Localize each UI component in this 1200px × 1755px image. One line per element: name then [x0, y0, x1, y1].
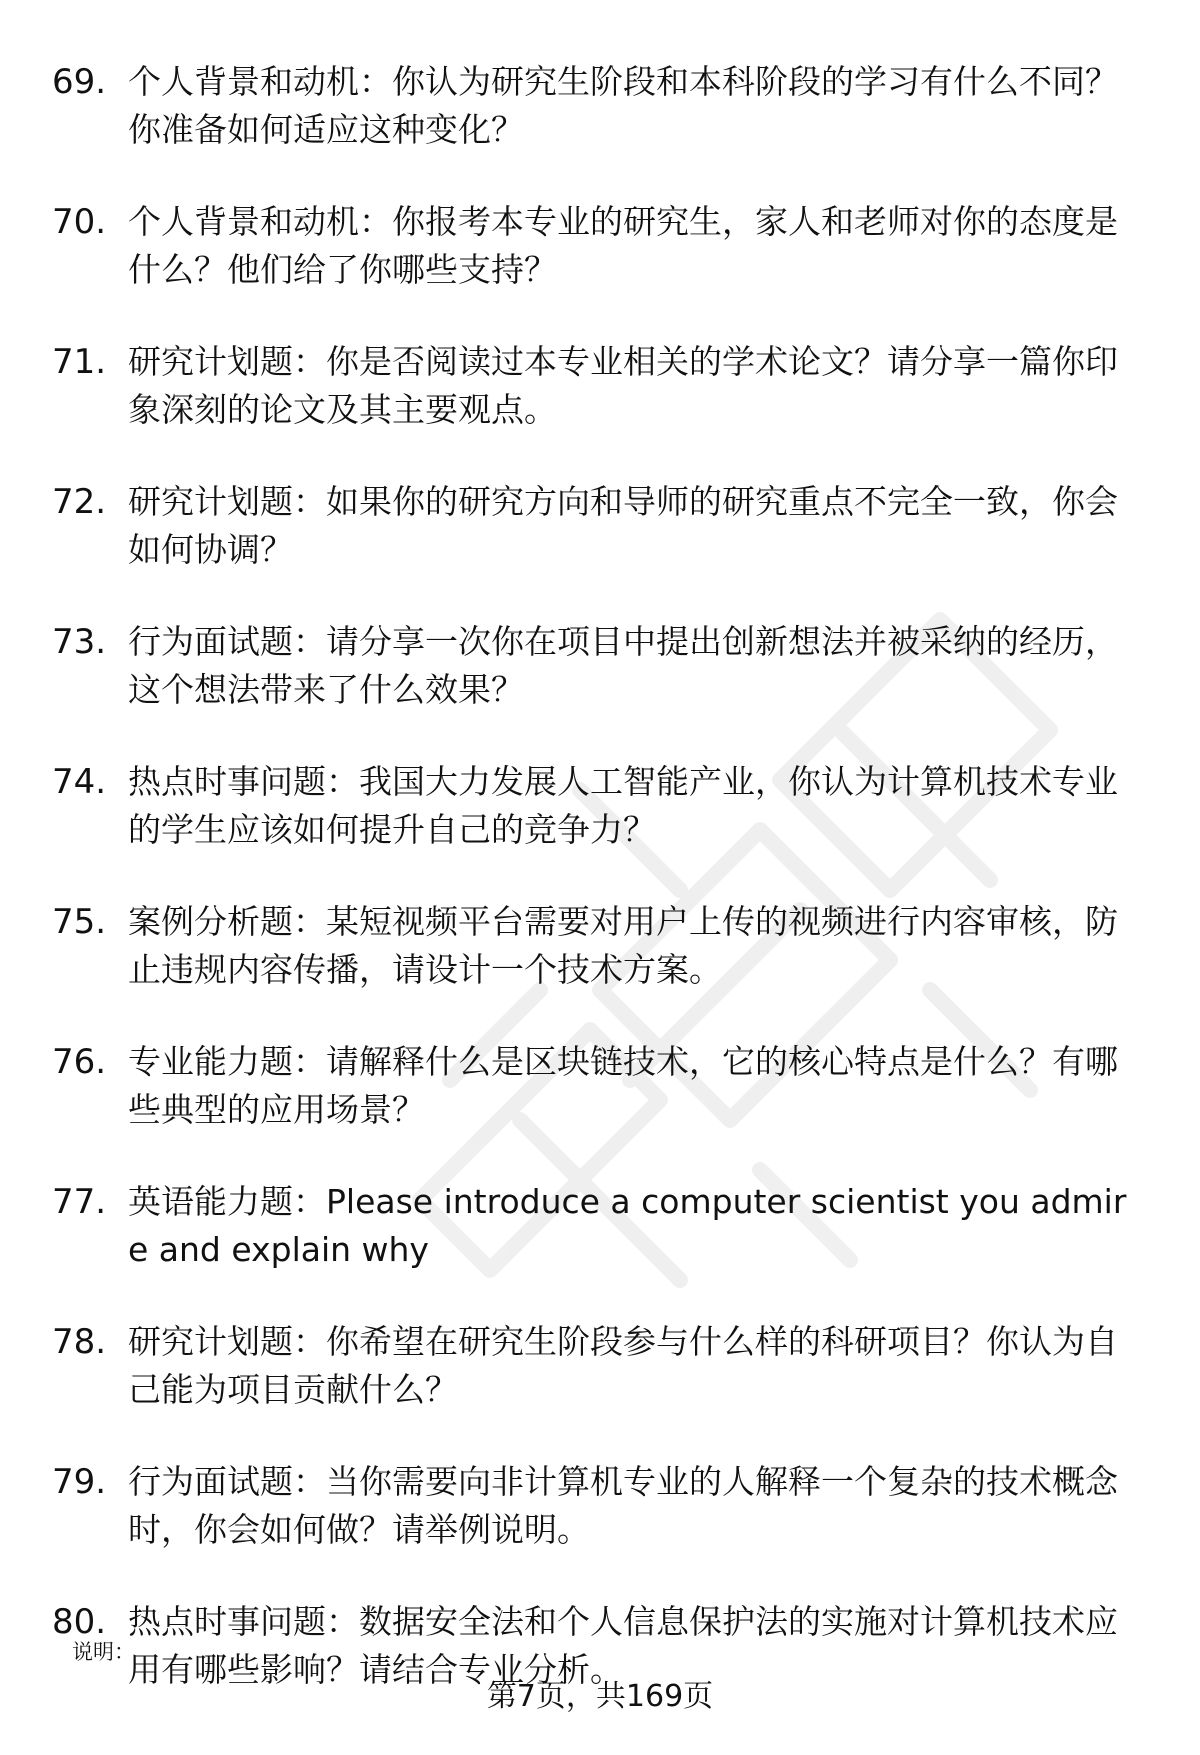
question-text: 研究计划题：你是否阅读过本专业相关的学术论文？请分享一篇你印象深刻的论文及其主要观点。 — [128, 342, 1118, 429]
question-text: 专业能力题：请解释什么是区块链技术，它的核心特点是什么？有哪些典型的应用场景？ — [128, 1042, 1118, 1129]
question-number: 72. — [52, 482, 107, 522]
question-text: 研究计划题：如果你的研究方向和导师的研究重点不完全一致，你会如何协调？ — [128, 482, 1118, 569]
question-number: 70. — [52, 202, 107, 242]
question-number: 73. — [52, 622, 107, 662]
question-number: 80. — [52, 1602, 107, 1642]
question-number: 78. — [52, 1322, 107, 1362]
question-number: 76. — [52, 1042, 107, 1082]
question-item — [52, 1038, 1142, 1134]
question-item — [52, 1318, 1142, 1414]
question-item — [52, 618, 1142, 714]
question-item — [52, 58, 1142, 154]
question-item — [52, 1178, 1142, 1274]
question-text: 热点时事问题：我国大力发展人工智能产业，你认为计算机技术专业的学生应该如何提升自己的竞争力？ — [128, 762, 1118, 849]
question-number: 71. — [52, 342, 107, 382]
question-item — [52, 338, 1142, 434]
question-item — [52, 758, 1142, 854]
question-number: 79. — [52, 1462, 107, 1502]
question-item — [52, 1458, 1142, 1554]
question-number: 74. — [52, 762, 107, 802]
question-number: 77. — [52, 1182, 107, 1222]
question-number: 69. — [52, 62, 107, 102]
question-text: 热点时事问题：数据安全法和个人信息保护法的实施对计算机技术应用有哪些影响？请结合专业分析。 — [128, 1602, 1118, 1689]
question-text: 案例分析题：某短视频平台需要对用户上传的视频进行内容审核，防止违规内容传播，请设计一个技术方案。 — [128, 902, 1118, 989]
question-text: 英语能力题：Please introduce a computer scientist you admire and explain why — [128, 1182, 1127, 1269]
question-text: 个人背景和动机：你报考本专业的研究生，家人和老师对你的态度是什么？他们给了你哪些支持？ — [128, 202, 1118, 289]
question-text: 个人背景和动机：你认为研究生阶段和本科阶段的学习有什么不同？你准备如何适应这种变化？ — [128, 62, 1118, 149]
question-number: 75. — [52, 902, 107, 942]
question-list — [52, 58, 1142, 1738]
question-item — [52, 478, 1142, 574]
question-item — [52, 898, 1142, 994]
note-label: 说明： — [72, 1640, 135, 1664]
question-item — [52, 198, 1142, 294]
question-text: 研究计划题：你希望在研究生阶段参与什么样的科研项目？你认为自己能为项目贡献什么？ — [128, 1322, 1118, 1409]
question-text: 行为面试题：当你需要向非计算机专业的人解释一个复杂的技术概念时，你会如何做？请举例说明。 — [128, 1462, 1118, 1549]
page-footer: 第7页，共169页 — [486, 1679, 714, 1714]
question-text: 行为面试题：请分享一次你在项目中提出创新想法并被采纳的经历，这个想法带来了什么效果？ — [128, 622, 1118, 709]
